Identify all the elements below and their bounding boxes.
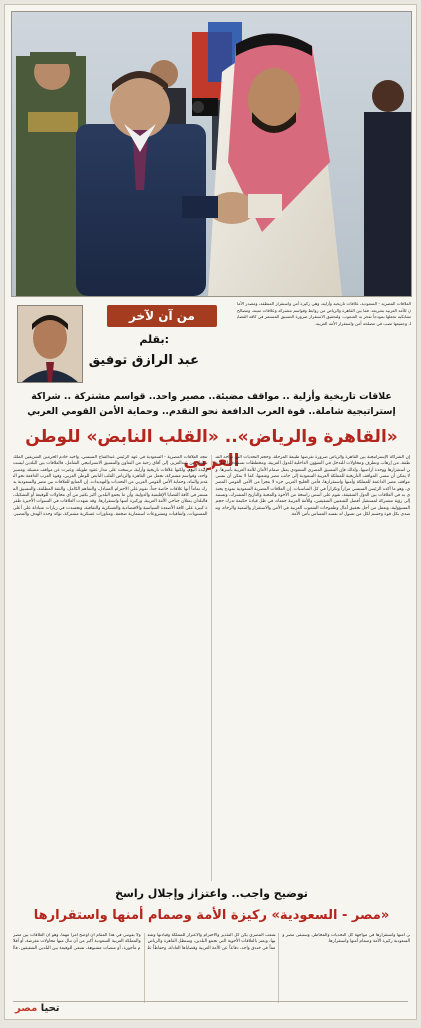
caption-text: العلاقات المصرية - السعودية، علاقات تاريخية وأزلية، وهي ركيزة أمن واستقرار المنطقة، ومصدر الأمان للأمة العربية بشريعة. فما بين القاهرة والرياض من روابط وقواسم مشتركة وعلاقات متينة، ومصالح تشابكية تجعلها نموذجاً تفخر به الشعوب. ولتحقيق الاستقرار ضرورة التنسيق المستمر في كافة القضايا، وجميعها تصب في مصلحة أمن واستقرار الأمة العربية. (237, 301, 411, 326)
footer-divider (13, 1001, 408, 1002)
byline-label: بقلم: (139, 333, 169, 346)
article-body (13, 455, 410, 881)
author-photo (17, 305, 83, 383)
section-body (13, 933, 410, 1003)
section-body-text: ولا يفوتني في هذا المقام أن أوضح أمراً مهماً، وهو أن العلاقات بين مصر والمملكة العربية السعودية أكبر من أن تنال منها محاولات مغرضة، أو أقلام مأجورة، أو منصات مشبوهة، تسعى للوقيعة بين البلدين الشقيقين، فالشعب المصري يكن كل التقدير والاحترام والاعتزاز للمملكة وقيادتها وشعبها، ويعتز بالعلاقات الأخوية التي تجمع البلدين، وستظل القاهرة والرياض معاً في خندق واحد، دفاعاً عن الأمة العربية وقضاياها العادلة، وحفاظاً على أمنها واستقرارها في مواجهة كل التحديات والمخاطر، وستبقى مصر والسعودية ركيزة الأمة وصمام أمنها واستقرارها. (13, 933, 410, 951)
article-body-text: تتجه العلاقات المصرية - السعودية في عهد الرئيس عبدالفتاح السيسي، وأخيه خادم الحرمين الشريفين الملك سلمان بن عبدالعزيز، إلى آفاق رحبة من التعاون والتنسيق الاستراتيجي الشامل، فالعلاقات بين البلدين ليست وليدة اليوم، ولكنها علاقات تاريخية وأزلية، ترسخت على مدار عقود طويلة، وعبرت عن مواقف مضيئة، ومصير واحد، وقواسم مشتركة، تجعل من القاهرة والرياض القلب النابض للوطن العربي، وقوة العرب الدافعة نحو التقدم والبناء، وحماية الأمن القومي العربي من التحديات والتهديدات. إن المتابع للعلاقات بين مصر والسعودية يدرك تماماً أنها علاقات خاصة جداً، تقوم على الاحترام المتبادل، والتفاهم الكامل، والثقة المطلقة، والتنسيق المستمر في كافة القضايا الإقليمية والدولية، وأن ما يجمع البلدين أكبر بكثير من أي محاولات للوقيعة أو التشكيك، فالبلدان يمثلان جناحي الأمة العربية، وركيزة أمنها واستقرارها. وقد شهدت العلاقات في السنوات الأخيرة طفرة كبيرة على كافة الأصعدة السياسية والاقتصادية والعسكرية والثقافية، وتجسدت في زيارات متبادلة على أعلى المستويات، واتفاقيات ومشروعات استثمارية ضخمة، ومناورات عسكرية مشتركة، تؤكد وحدة الهدف والمصير. إن الشراكة الإستراتيجية بين القاهرة والرياض ضرورة تفرضها طبيعة المرحلة، وحجم التحديات التي تواجه المنطقة، من إرهاب وتطرف ومحاولات للتدخل في الشؤون الداخلية للدول العربية، ومخططات تستهدف النيل من استقرارها ووحدة أراضيها، ولذلك فإن التنسيق المصري السعودي يمثل صمام الأمان للأمة العربية بأسرها. ولا يمكن أن ننسى المواقف التاريخية للمملكة العربية السعودية إلى جانب مصر وشعبها، كما لا يمكن أن ننسى مواقف مصر الداعمة للمملكة وأمنها واستقرارها، فأمن الخليج العربي جزء لا يتجزأ من الأمن القومي المصري، وهو ما أكده الرئيس السيسي مراراً وتكراراً في كل المناسبات. إن العلاقات المصرية السعودية نموذج يحتذى به في العلاقات بين الدول الشقيقة، تقوم على أسس راسخة من الأخوة والمحبة والتاريخ المشترك، وتستند إلى رؤية مشتركة لمستقبل أفضل للشعبين الشقيقين، وللأمة العربية جمعاء، في ظل قيادة حكيمة تدرك حجم المسؤولية، وتعمل من أجل تحقيق آمال وطموحات الشعوب العربية في الأمن والاستقرار والتنمية والرخاء، وتتصدى بكل قوة وحسم لكل من تسول له نفسه المساس بأمن الأمة. (13, 455, 410, 518)
photo-illustration (12, 12, 411, 296)
article-photo (11, 11, 412, 297)
section-headline: «مصر - السعودية» ركيزة الأمة وصمام أمنها واستقرارها (33, 908, 390, 923)
author-name: عبد الرازق توفيق (88, 353, 199, 368)
article-headline: «القاهرة والرياض».. «القلب النابض» للوطن العربي (25, 427, 398, 471)
logo-part2: مصر (15, 1003, 38, 1014)
newspaper-logo (15, 1003, 60, 1014)
column-tag: من آن لآخر (107, 305, 217, 327)
section-subhead: توضيح واجب.. واعتزاز وإجلال راسخ (115, 887, 308, 900)
column-header (13, 301, 229, 385)
author-portrait (18, 306, 82, 382)
article-kicker: علاقات تاريخية وأزلية .. مواقف مضيئة.. مصير واحد.. قواسم مشتركة .. شراكة إستراتيجية شاملة.. قوة العرب الدافعة نحو التقدم.. وحماية الأمن القومي العربي (27, 391, 396, 417)
newspaper-page (4, 4, 417, 1020)
photo-caption (237, 301, 411, 381)
logo-part1: تحيا (40, 1003, 60, 1014)
